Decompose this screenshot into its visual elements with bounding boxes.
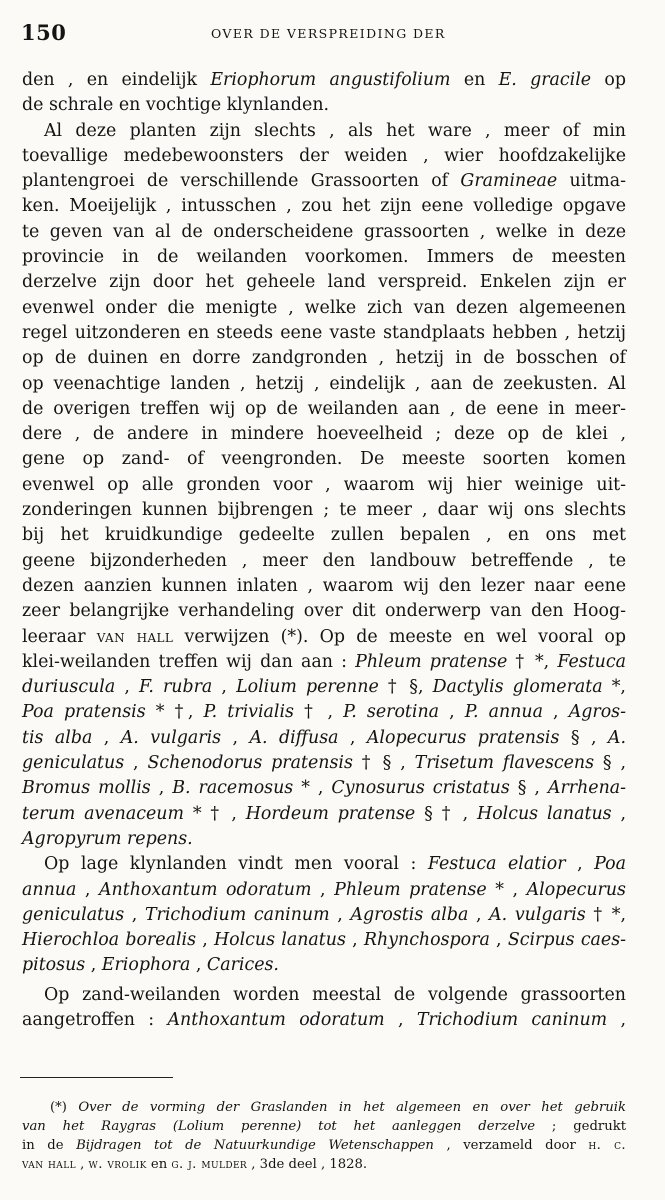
text-line: Al deze planten zijn slechts , als het ware , meer of min bbox=[44, 120, 626, 141]
footnote bbox=[22, 1098, 626, 1174]
text-line: geniculatus , Schenodorus pratensis † § , Trisetum flavescens § , bbox=[22, 753, 627, 774]
text-line: bij het kruidkundige gedeelte zullen bepalen , en ons met bbox=[22, 525, 626, 546]
text-line: Agropyrum repens. bbox=[22, 828, 193, 849]
text-line: regel uitzonderen en steeds eene vaste standplaats hebben , hetzij bbox=[22, 322, 626, 343]
page-header bbox=[21, 20, 631, 48]
text-line: Bromus mollis , B. racemosus * , Cynosurus cristatus § , Arrhena- bbox=[22, 778, 627, 799]
text-line: provincie in de weilanden voorkomen. Immers de meesten bbox=[22, 247, 626, 268]
footnote-line: van het Raygras (Lolium perenne) tot het aanleggen derzelve ; gedrukt bbox=[22, 1119, 626, 1134]
footnote-line: (*) Over de vorming der Graslanden in het algemeen en over het gebruik bbox=[50, 1100, 626, 1115]
text-line: Op lage klynlanden vindt men vooral : Festuca elatior , Poa bbox=[44, 854, 626, 875]
text-line: annua , Anthoxantum odoratum , Phleum pratense * , Alopecurus bbox=[22, 879, 626, 900]
text-line: op de duinen en dorre zandgronden , hetzij in de bosschen of bbox=[22, 348, 626, 369]
running-head: OVER DE VERSPREIDING DER bbox=[211, 26, 446, 41]
text-line: zeer belangrijke verhandeling over dit onderwerp van den Hoog- bbox=[22, 601, 626, 622]
text-line: de overigen treffen wij op de weilanden aan , de eene in meer- bbox=[22, 398, 626, 419]
text-line: dezen aanzien kunnen inlaten , waarom wij den lezer naar eene bbox=[22, 575, 626, 596]
text-line: op veenachtige landen , hetzij , eindelijk , aan de zeekusten. Al bbox=[22, 373, 626, 394]
footnote-divider bbox=[20, 1077, 173, 1078]
text-line: plantengroei de verschillende Grassoorten of Gramineae uitma- bbox=[22, 171, 626, 192]
text-line: Hierochloa borealis , Holcus lanatus , Rhynchospora , Scirpus caes- bbox=[22, 930, 627, 951]
text-line: te geven van al de onderscheidene grassoorten , welke in deze bbox=[22, 221, 626, 242]
text-line: dere , de andere in mindere hoeveelheid ; deze op de klei , bbox=[22, 424, 626, 445]
text-line: den , en eindelijk Eriophorum angustifolium en E. gracile op bbox=[22, 70, 626, 90]
page-number: 150 bbox=[21, 20, 67, 45]
text-line: leeraar van hall verwijzen (*). Op de meeste en wel vooral op bbox=[22, 626, 626, 647]
text-line: gene op zand- of veengronden. De meeste soorten komen bbox=[22, 449, 626, 470]
text-line: toevallige medebewoonsters der weiden , wier hoofdzakelijke bbox=[22, 145, 626, 166]
text-line: evenwel onder die menigte , welke zich van dezen algemeenen bbox=[22, 297, 626, 318]
text-line: de schrale en vochtige klynlanden. bbox=[22, 95, 330, 116]
text-line: terum avenaceum * † , Hordeum pratense § † , Holcus lanatus , bbox=[22, 803, 627, 824]
text-line: Op zand-weilanden worden meestal de volgende grassoorten bbox=[44, 984, 626, 1005]
text-line: evenwel op alle gronden voor , waarom wij hier weinige uit- bbox=[22, 474, 626, 495]
text-line: derzelve zijn door het geheele land verspreid. Enkelen zijn er bbox=[22, 272, 626, 293]
text-line: klei-weilanden treffen wij dan aan : Phleum pratense † *, Festuca bbox=[22, 651, 626, 672]
text-line: geniculatus , Trichodium caninum , Agrostis alba , A. vulgaris † *, bbox=[22, 904, 626, 925]
text-line: ken. Moeijelijk , intusschen , zou het zijn eene volledige opgave bbox=[22, 196, 626, 217]
footnote-line: in de Bijdragen tot de Natuurkundige Wetenschappen , verzameld door h. c. bbox=[22, 1138, 627, 1153]
footnote-line: van hall , w. vrolik en g. j. mulder , 3de deel , 1828. bbox=[22, 1157, 368, 1172]
text-line: zonderingen kunnen bijbrengen ; te meer , daar wij ons slechts bbox=[22, 500, 626, 521]
text-line: geene bijzonderheden , meer den landbouw betreffende , te bbox=[22, 550, 626, 571]
text-line: Poa pratensis * †, P. trivialis † , P. serotina , P. annua , Agros- bbox=[22, 702, 626, 723]
text-line: pitosus , Eriophora , Carices. bbox=[22, 955, 279, 976]
text-line: duriuscula , F. rubra , Lolium perenne † §, Dactylis glomerata *, bbox=[22, 677, 626, 698]
text-line: aangetroffen : Anthoxantum odoratum , Trichodium caninum , bbox=[22, 1009, 626, 1030]
text-line: tis alba , A. vulgaris , A. diffusa , Alopecurus pratensis § , A. bbox=[22, 727, 626, 748]
body-text bbox=[22, 68, 626, 1033]
